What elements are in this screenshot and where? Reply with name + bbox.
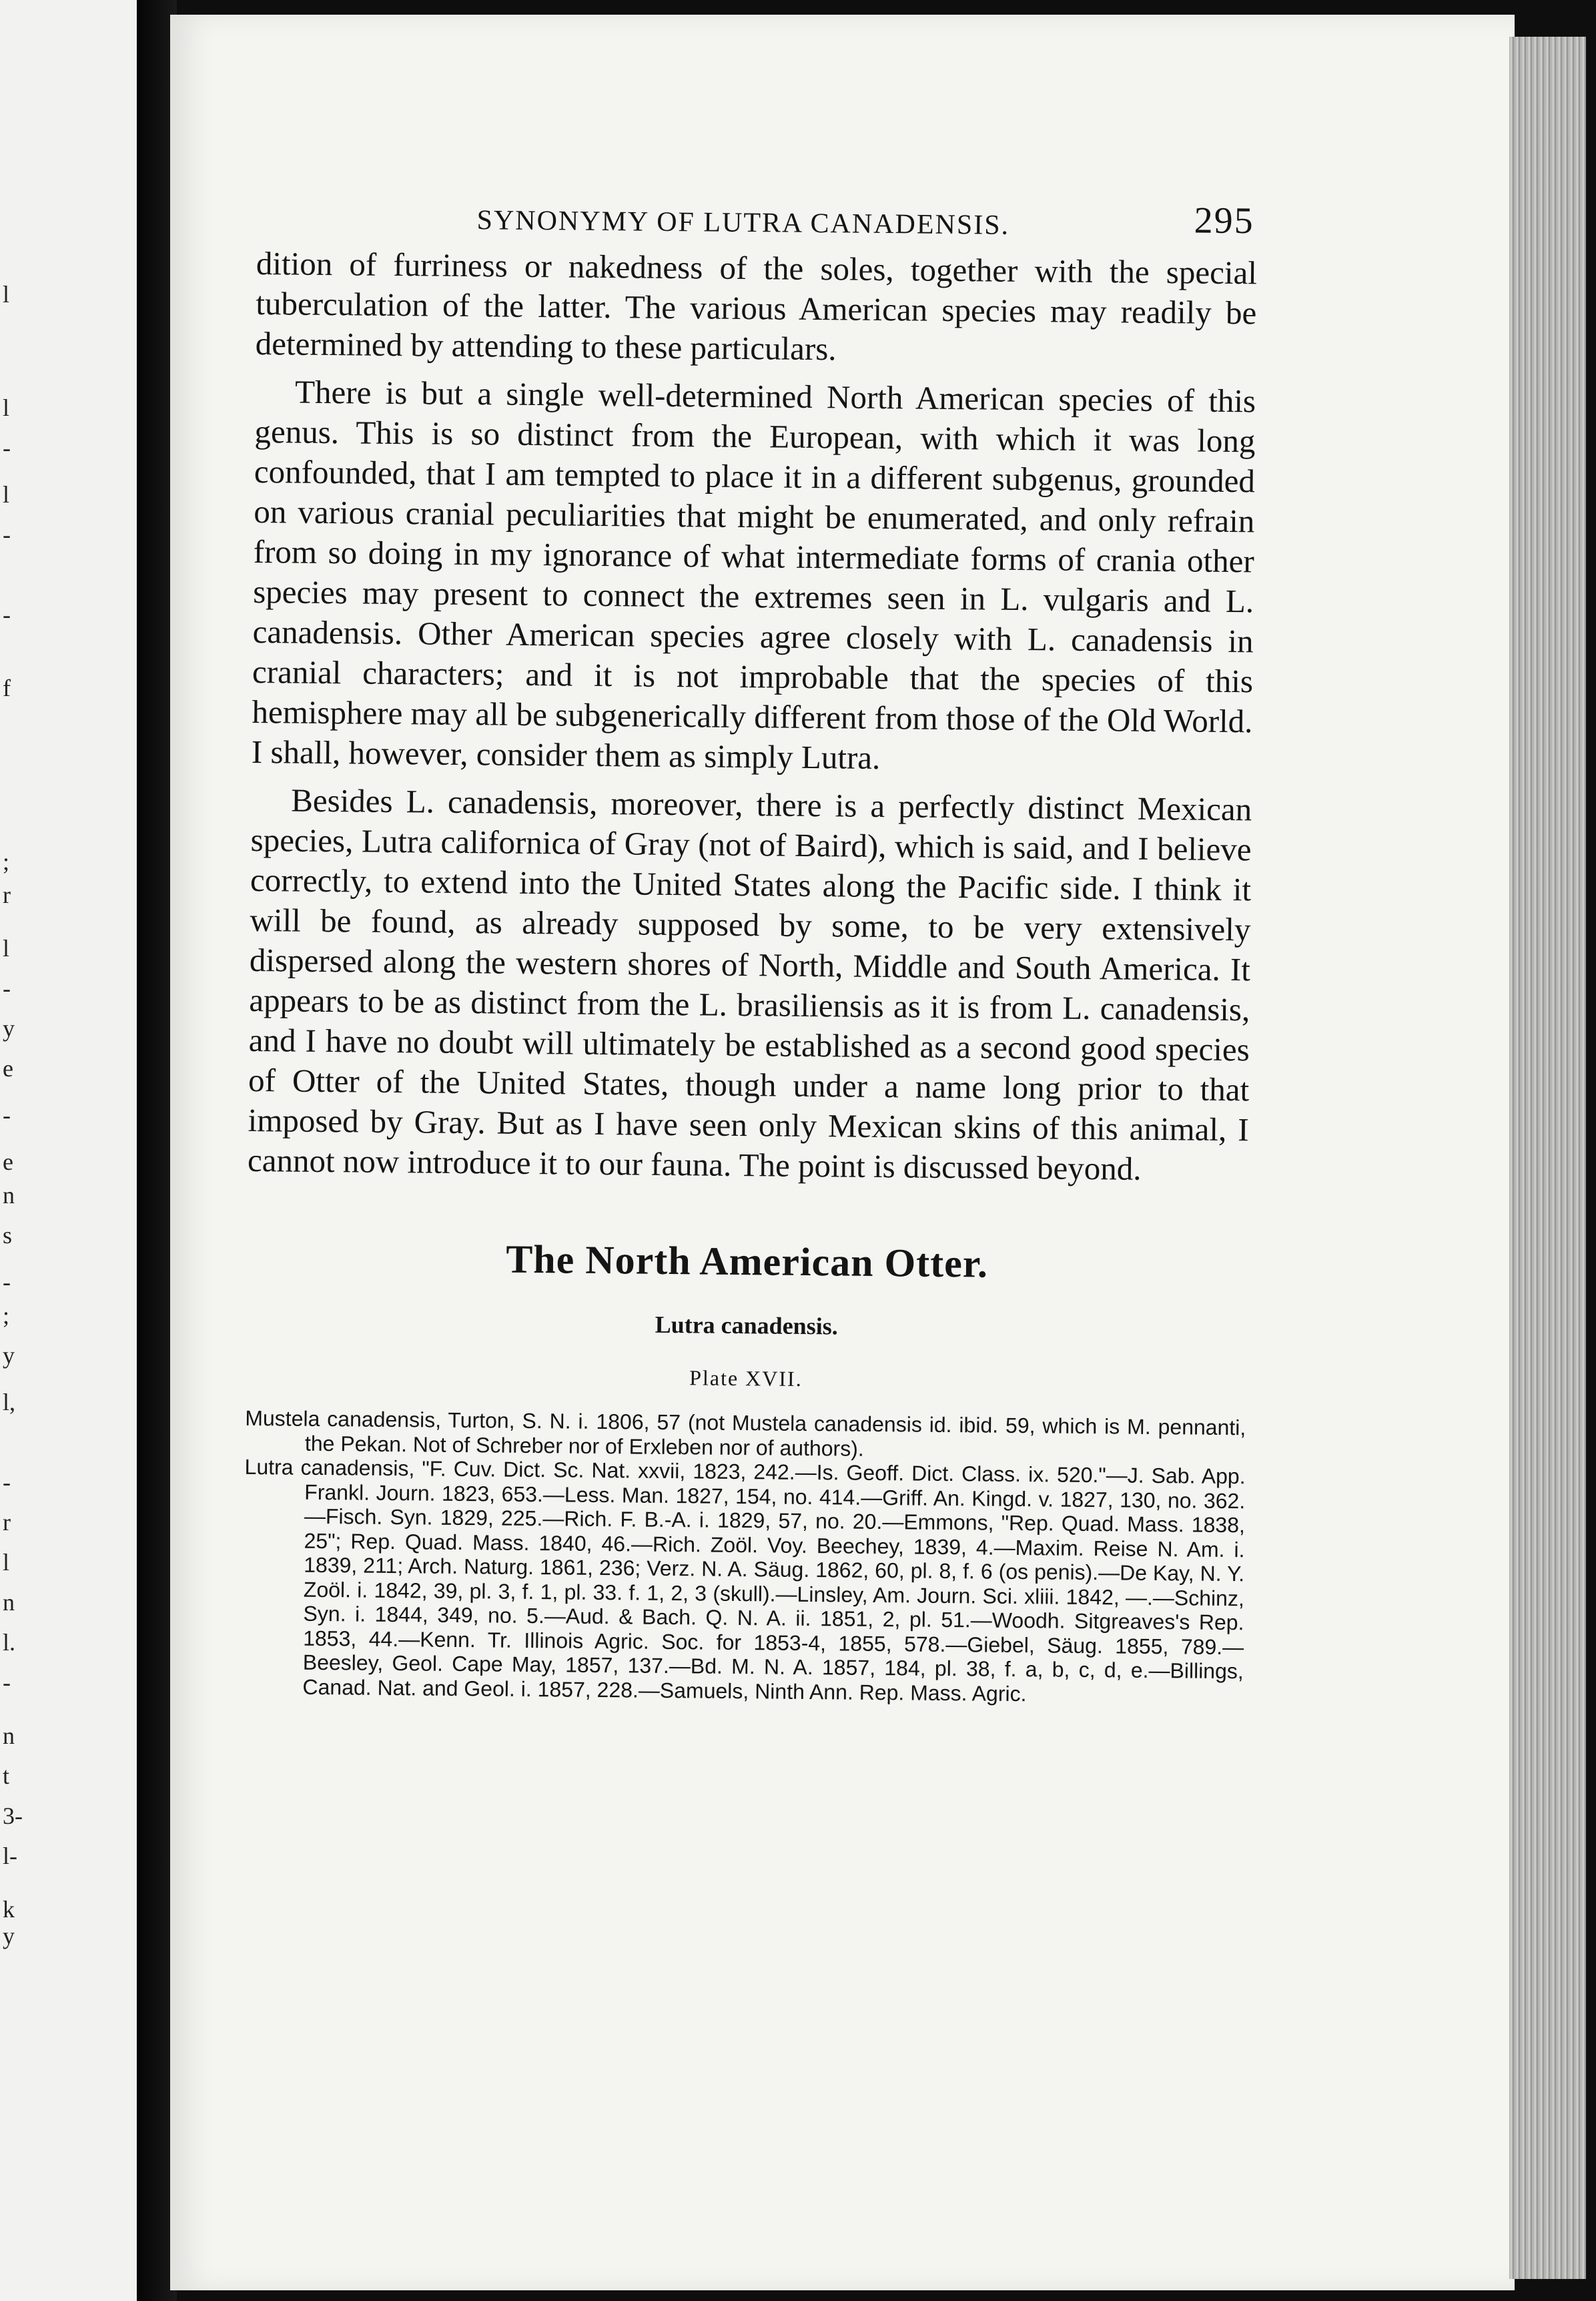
- left-margin-fragment: l: [3, 1549, 10, 1576]
- left-margin-fragment: -: [3, 1669, 11, 1696]
- left-margin-fragment: t: [3, 1762, 10, 1789]
- left-margin-fragment: -: [3, 521, 11, 548]
- running-header: [256, 190, 1258, 253]
- left-margin-fragment: n: [3, 1722, 15, 1749]
- left-margin-fragment: -: [3, 601, 11, 628]
- scientific-name: Lutra canadensis.: [655, 1311, 838, 1340]
- page-number: 295: [1194, 200, 1254, 242]
- adjacent-page: [0, 0, 137, 2301]
- page-edges: [1509, 37, 1586, 2279]
- synonymy-entry-2: Lutra canadensis, "F. Cuv. Dict. Sc. Nat. xxvii, 1823, 242.—Is. Geoff. Dict. Class. ix. 520."—J. Sab. App. Frankl. Journ. 1823, 653.—Less. Man. 1827, 154, no. 414.—Griff. An. Kingd. v. 1827, 130, no. 362.—Fisch. Syn. 1829, 225.—Rich. F. B.-A. i. 1829, 57, no. 20.—Emmons, "Rep. Quad. Mass. 1838, 25"; Rep. Quad. Mass. 1840, 46.—Rich. Zoöl. Voy. Beechey, 1839, 4.—Maxim. Reise N. Am. i. 1839, 211; Arch. Naturg. 1861, 236; Verz. N. A. Säug. 1862, 60, pl. 8, f. 6 (os penis).—De Kay, N. Y. Zoöl. i. 1842, 39, pl. 3, f. 1, pl. 33. f. 1, 2, 3 (skull).—Linsley, Am. Journ. Sci. xliii. 1842, —.—Schinz, Syn. i. 1844, 349, no. 5.—Aud. & Bach. Q. N. A. ii. 1851, 2, pl. 51.—Woodh. Sitgreaves's Rep. 1853, 44.—Kenn. Tr. Illinois Agric. Soc. for 1853-4, 1855, 578.—Giebel, Säug. 1855, 789.—Beesley, Geol. Cape May, 1857, 137.—Bd. M. N. A. 1857, 184, pl. 38, f. a, b, c, d, e.—Billings, Canad. Nat. and Geol. i. 1857, 228.—Samuels, Ninth Ann. Rep. Mass. Agric.: [244, 1454, 1246, 1706]
- paragraph-1: dition of furriness or nakedness of the soles, together with the special tuberculation of the latter. The various American species may readily be determined by attending to these particulars.: [255, 244, 1258, 368]
- left-margin-fragments: [0, 0, 23, 2301]
- synonymy: [242, 1406, 1246, 1708]
- left-margin-fragment: y: [3, 1015, 15, 1042]
- left-margin-fragment: n: [3, 1182, 15, 1209]
- left-margin-fragment: ;: [3, 848, 10, 875]
- left-margin-fragment: e: [3, 1055, 13, 1082]
- left-margin-fragment: -: [3, 975, 11, 1002]
- left-margin-fragment: -: [3, 434, 11, 461]
- left-margin-fragment: e: [3, 1148, 13, 1175]
- left-margin-fragment: l,: [3, 1389, 16, 1415]
- left-margin-fragment: -: [3, 1102, 11, 1128]
- left-margin-fragment: l-: [3, 1843, 17, 1869]
- text-block: [242, 190, 1258, 1708]
- left-margin-fragment: l: [3, 935, 10, 962]
- left-margin-fragment: s: [3, 1222, 13, 1249]
- synonymy-entry-1: Mustela canadensis, Turton, S. N. i. 1806, 57 (not Mustela canadensis id. ibid. 59, which is M. pennanti, the Pekan. Not of Schreber nor of Erxleben nor of authors).: [245, 1405, 1246, 1461]
- paragraph-2: There is but a single well-determined North American species of this genus. This is so distinct from the European, with which it was long confounded, that I am tempted to place it in a different subgenus, grounded on various cranial peculiarities that might be enumerated, and only refrain from so doing in my ignorance of what intermediate forms of crania other species may present to connect the extremes seen in L. vulgaris and L. canadensis. Other American species agree closely with L. canadensis in cranial characters; and it is not improbable that the species of this hemisphere may all be subgenerically different from those of the Old World. I shall, however, consider them as simply Lutra.: [251, 373, 1256, 777]
- left-margin-fragment: -: [3, 1269, 11, 1295]
- left-margin-fragment: k: [3, 1896, 15, 1923]
- left-margin-fragment: n: [3, 1589, 15, 1616]
- left-margin-fragment: ;: [3, 1302, 10, 1329]
- left-margin-fragment: y: [3, 1923, 15, 1949]
- left-margin-fragment: 3-: [3, 1802, 23, 1829]
- left-margin-fragment: r: [3, 882, 11, 908]
- left-margin-fragment: l: [3, 281, 10, 308]
- left-margin-fragment: f: [3, 675, 11, 701]
- left-margin-fragment: r: [3, 1509, 11, 1536]
- paragraph-3: Besides L. canadensis, moreover, there is a perfectly distinct Mexican species, Lutra californica of Gray (not of Baird), which is said, and I believe correctly, to extend into the United States along the Pacific side. I think it will be found, as already supposed by some, to be very extensively dispersed along the western shores of North, Middle and South America. It appears to be as distinct from the L. brasiliensis as it is from L. canadensis, and I have no doubt will ultimately be established as a second good species of Otter of the United States, though under a name long prior to that imposed by Gray. But as I have seen only Mexican skins of this animal, I cannot now introduce it to our fauna. The point is discussed beyond.: [247, 781, 1252, 1187]
- running-title: SYNONYMY OF LUTRA CANADENSIS.: [476, 205, 1010, 241]
- left-margin-fragment: -: [3, 1469, 11, 1496]
- left-margin-fragment: y: [3, 1342, 15, 1369]
- left-margin-fragment: l: [3, 394, 10, 421]
- left-margin-fragment: l.: [3, 1629, 16, 1656]
- plate-label: Plate XVII.: [689, 1365, 803, 1391]
- left-margin-fragment: l: [3, 481, 10, 508]
- section-title: The North American Otter.: [505, 1237, 989, 1286]
